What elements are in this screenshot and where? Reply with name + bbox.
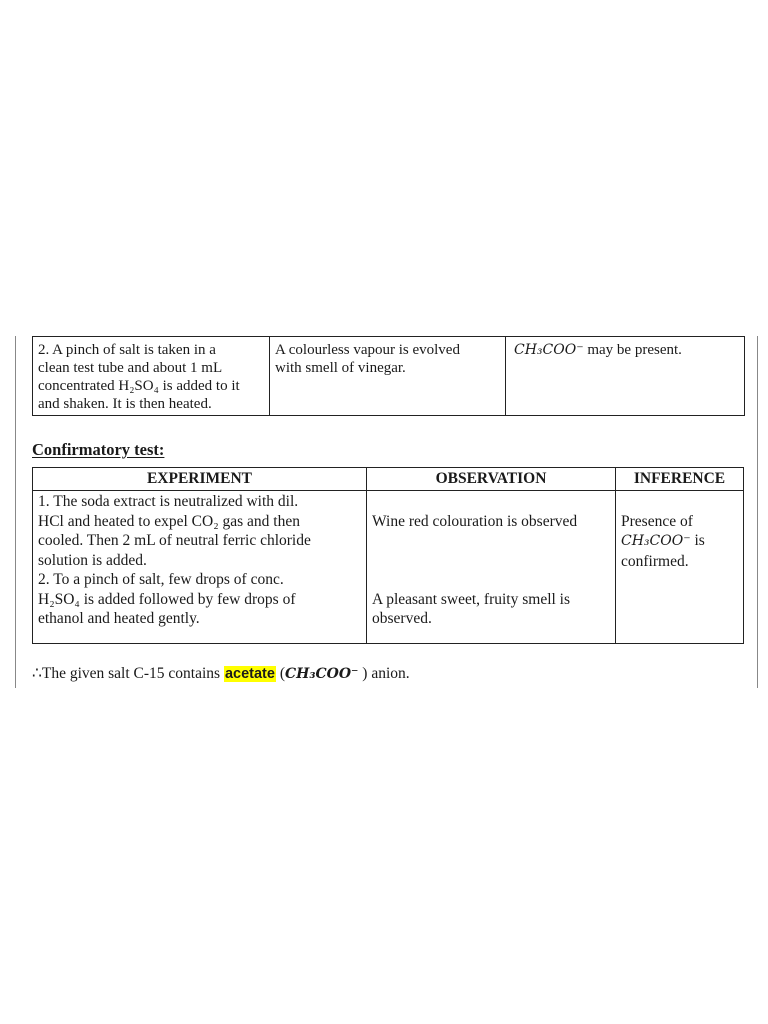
header-observation: OBSERVATION xyxy=(367,468,616,491)
experiment-line: 2. A pinch of salt is taken in a xyxy=(38,342,216,358)
section-heading: Confirmatory test: xyxy=(32,440,165,459)
experiment-line: clean test tube and about 1 mL xyxy=(38,360,223,376)
experiment-line: 2. To a pinch of salt, few drops of conc. xyxy=(38,571,284,588)
inference-text: may be present. xyxy=(583,342,682,358)
inference-line: Presence of xyxy=(621,512,693,530)
partial-test-table xyxy=(32,336,745,416)
page-edge-left xyxy=(15,336,16,688)
inference-cell xyxy=(506,337,745,416)
table-row xyxy=(33,491,744,644)
experiment-cell xyxy=(33,491,367,644)
header-row xyxy=(33,468,744,491)
observation-cell xyxy=(367,491,616,644)
inference-is: is xyxy=(690,532,705,549)
observation-cell xyxy=(270,337,506,416)
confirmatory-test-table xyxy=(32,467,744,644)
experiment-line: cooled. Then 2 mL of neutral ferric chloride xyxy=(38,532,311,549)
conclusion-open: ( xyxy=(275,665,285,682)
experiment-cell xyxy=(33,337,270,416)
highlighted-anion: acetate xyxy=(224,666,275,682)
observation-2-line: A pleasant sweet, fruity smell is xyxy=(372,590,571,608)
experiment-line: ethanol and heated gently. xyxy=(38,610,200,627)
experiment-line: concentrated H₂SO₄ is added to it xyxy=(38,378,240,394)
observation-line: A colourless vapour is evolved xyxy=(275,342,460,358)
observation-2-line: observed. xyxy=(372,610,432,627)
acetate-formula: CH₃COO⁻ xyxy=(621,533,691,549)
header-experiment: EXPERIMENT xyxy=(33,468,367,491)
conclusion-close: ) anion. xyxy=(358,665,410,682)
inference-cell xyxy=(616,491,744,644)
acetate-formula: CH₃COO⁻ xyxy=(514,342,584,358)
table-row xyxy=(33,337,745,416)
header-inference: INFERENCE xyxy=(616,468,744,491)
experiment-line: solution is added. xyxy=(38,551,147,569)
experiment-line: H₂SO₄ is added followed by few drops of xyxy=(38,590,296,608)
experiment-line: HCl and heated to expel CO₂ gas and then xyxy=(38,512,300,530)
observation-1: Wine red colouration is observed xyxy=(372,512,578,530)
experiment-line: 1. The soda extract is neutralized with dil. xyxy=(38,493,299,510)
experiment-line: and shaken. It is then heated. xyxy=(38,396,212,412)
conclusion xyxy=(32,664,410,683)
inference-line: confirmed. xyxy=(621,552,689,570)
acetate-formula: CH₃COO⁻ xyxy=(284,666,359,682)
conclusion-prefix: ∴The given salt C-15 contains xyxy=(32,665,224,682)
observation-line: with smell of vinegar. xyxy=(275,360,406,376)
page-edge-right xyxy=(757,336,758,688)
inference-line xyxy=(621,531,738,552)
